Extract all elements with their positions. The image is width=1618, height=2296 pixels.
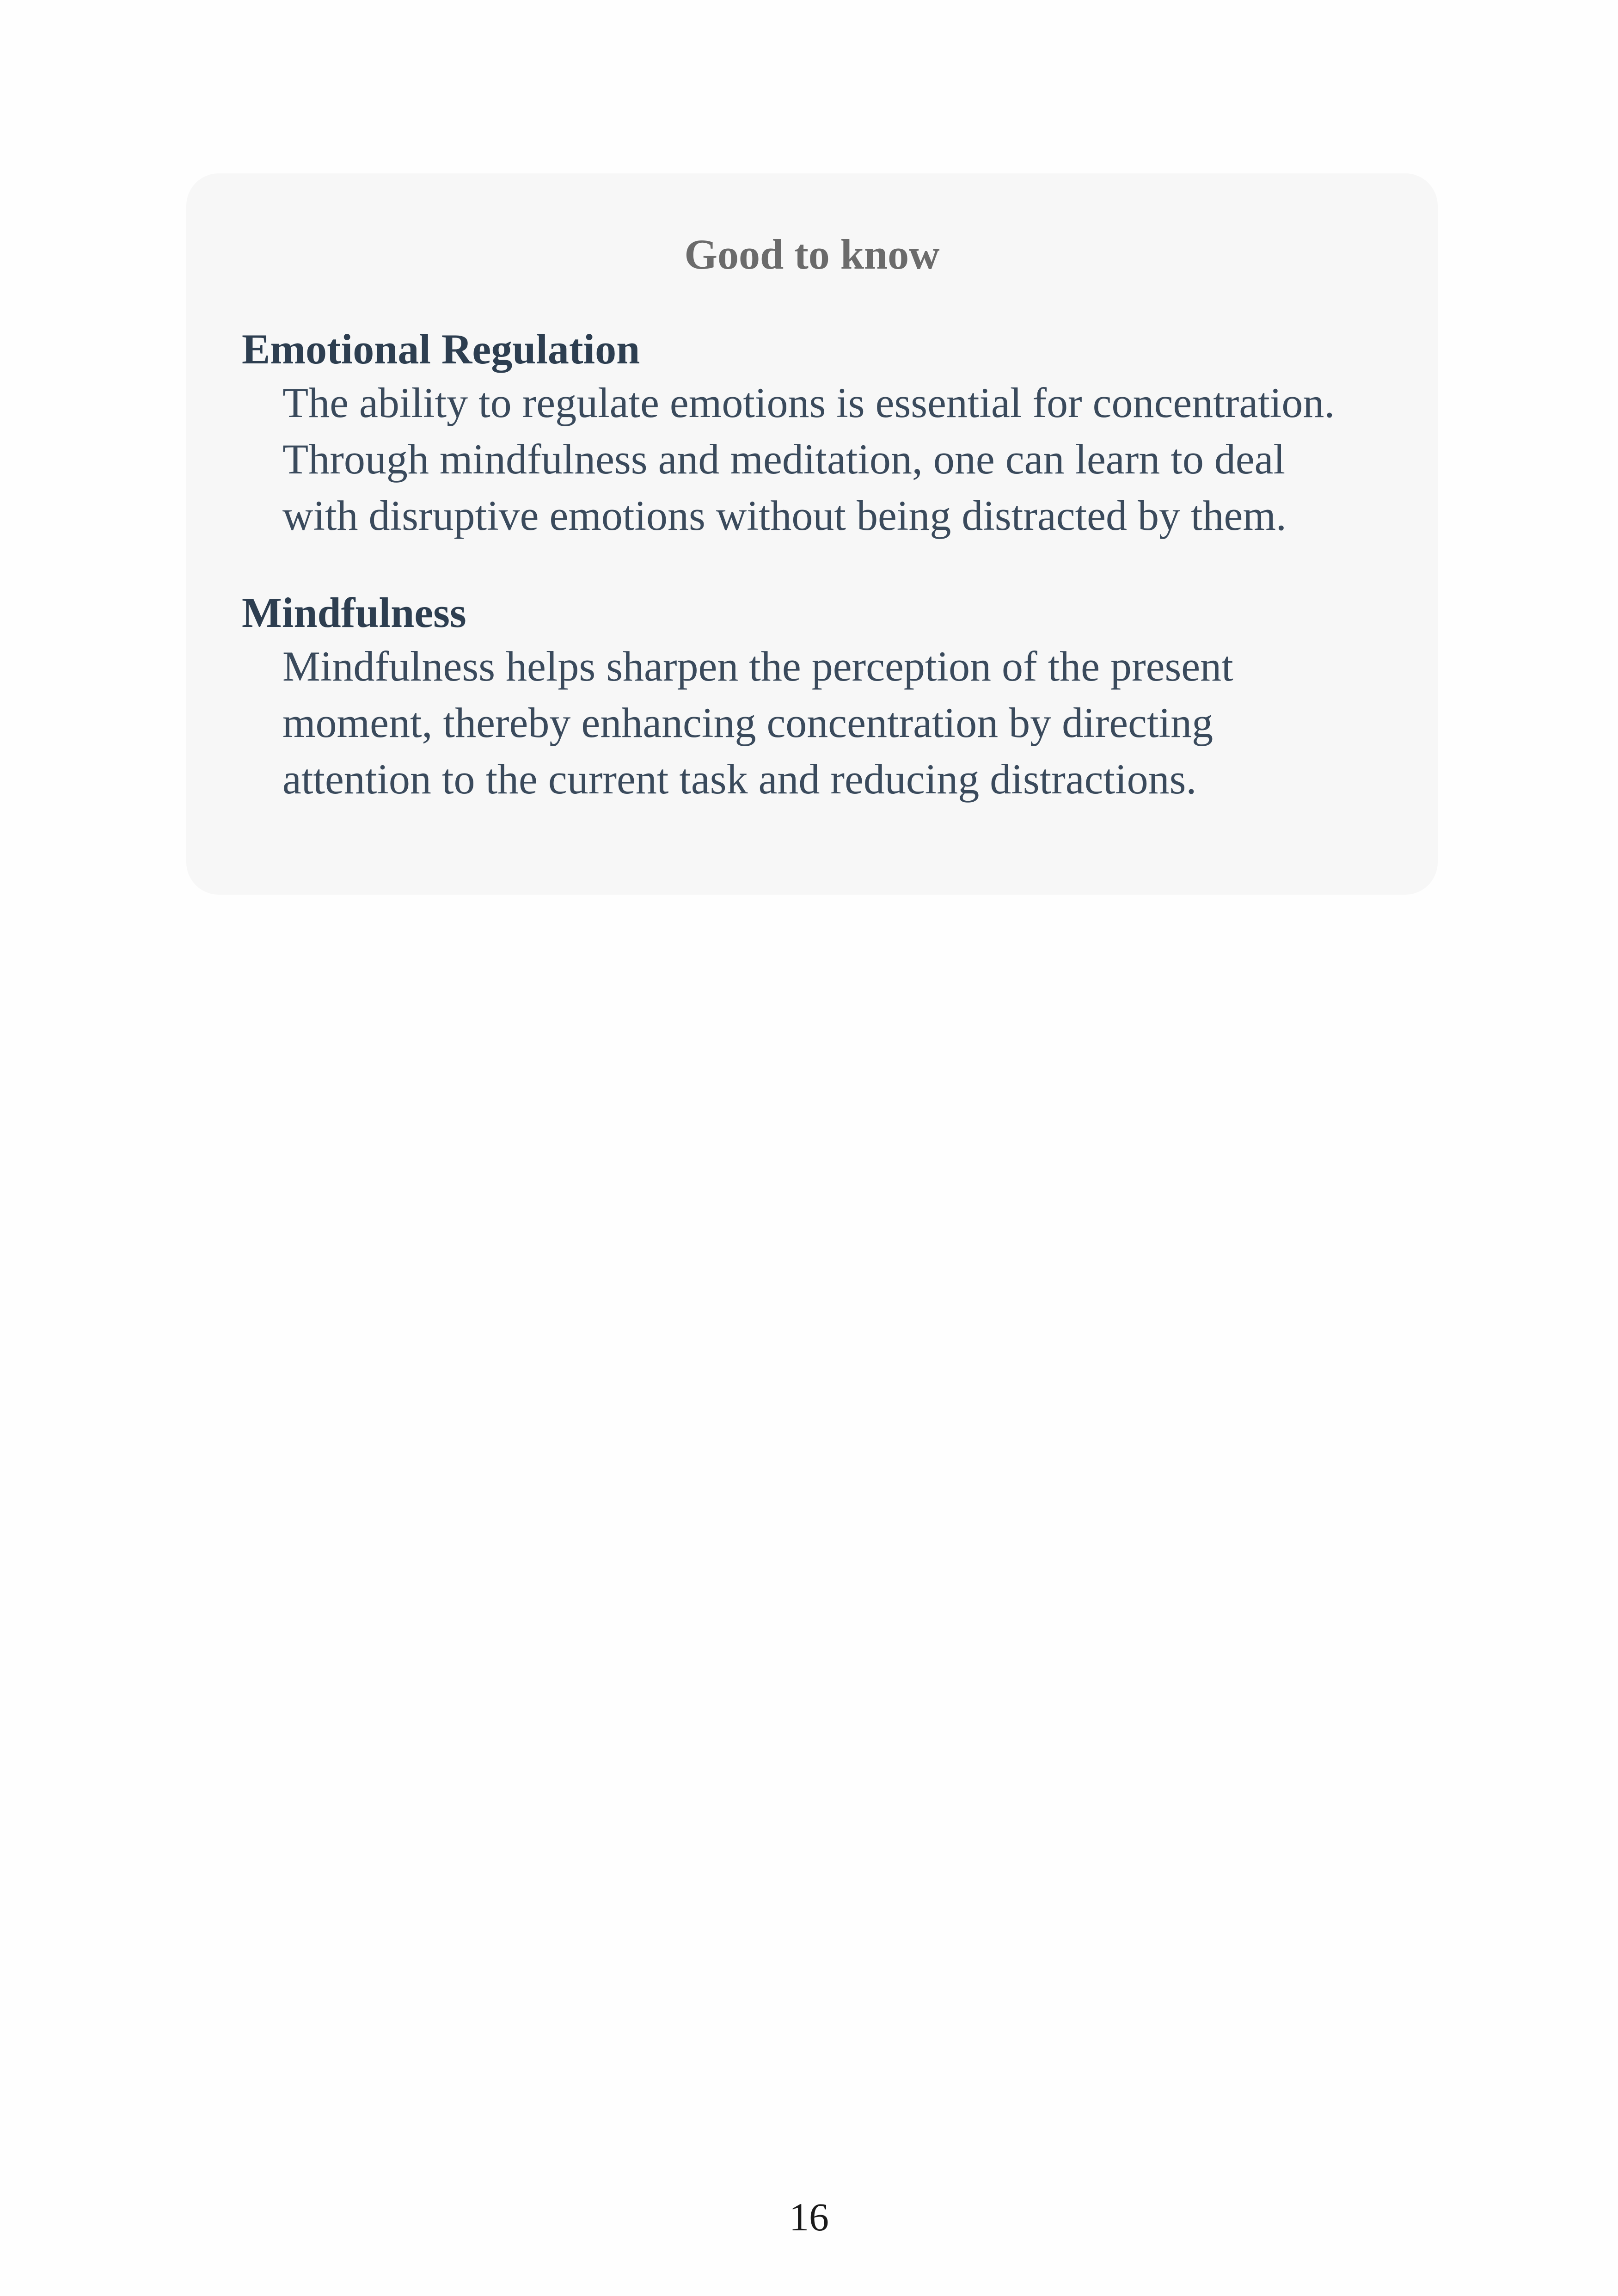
section-body: The ability to regulate emotions is essential for concentration. Through mindfulness and meditation, one can learn to deal with disruptive emotions without being distracted by them. <box>282 379 1335 539</box>
section-body: Mindfulness helps sharpen the perception of the present moment, thereby enhancing concentration by directing attention to the current task and reducing distractions. <box>282 643 1233 803</box>
good-to-know-box <box>186 173 1438 895</box>
section-mindfulness <box>242 587 1382 807</box>
section-heading: Emotional Regulation <box>242 325 640 373</box>
section-emotional-regulation <box>242 324 1382 544</box>
section-heading: Mindfulness <box>242 589 466 636</box>
page-number: 16 <box>789 2195 829 2239</box>
box-title: Good to know <box>684 231 940 278</box>
